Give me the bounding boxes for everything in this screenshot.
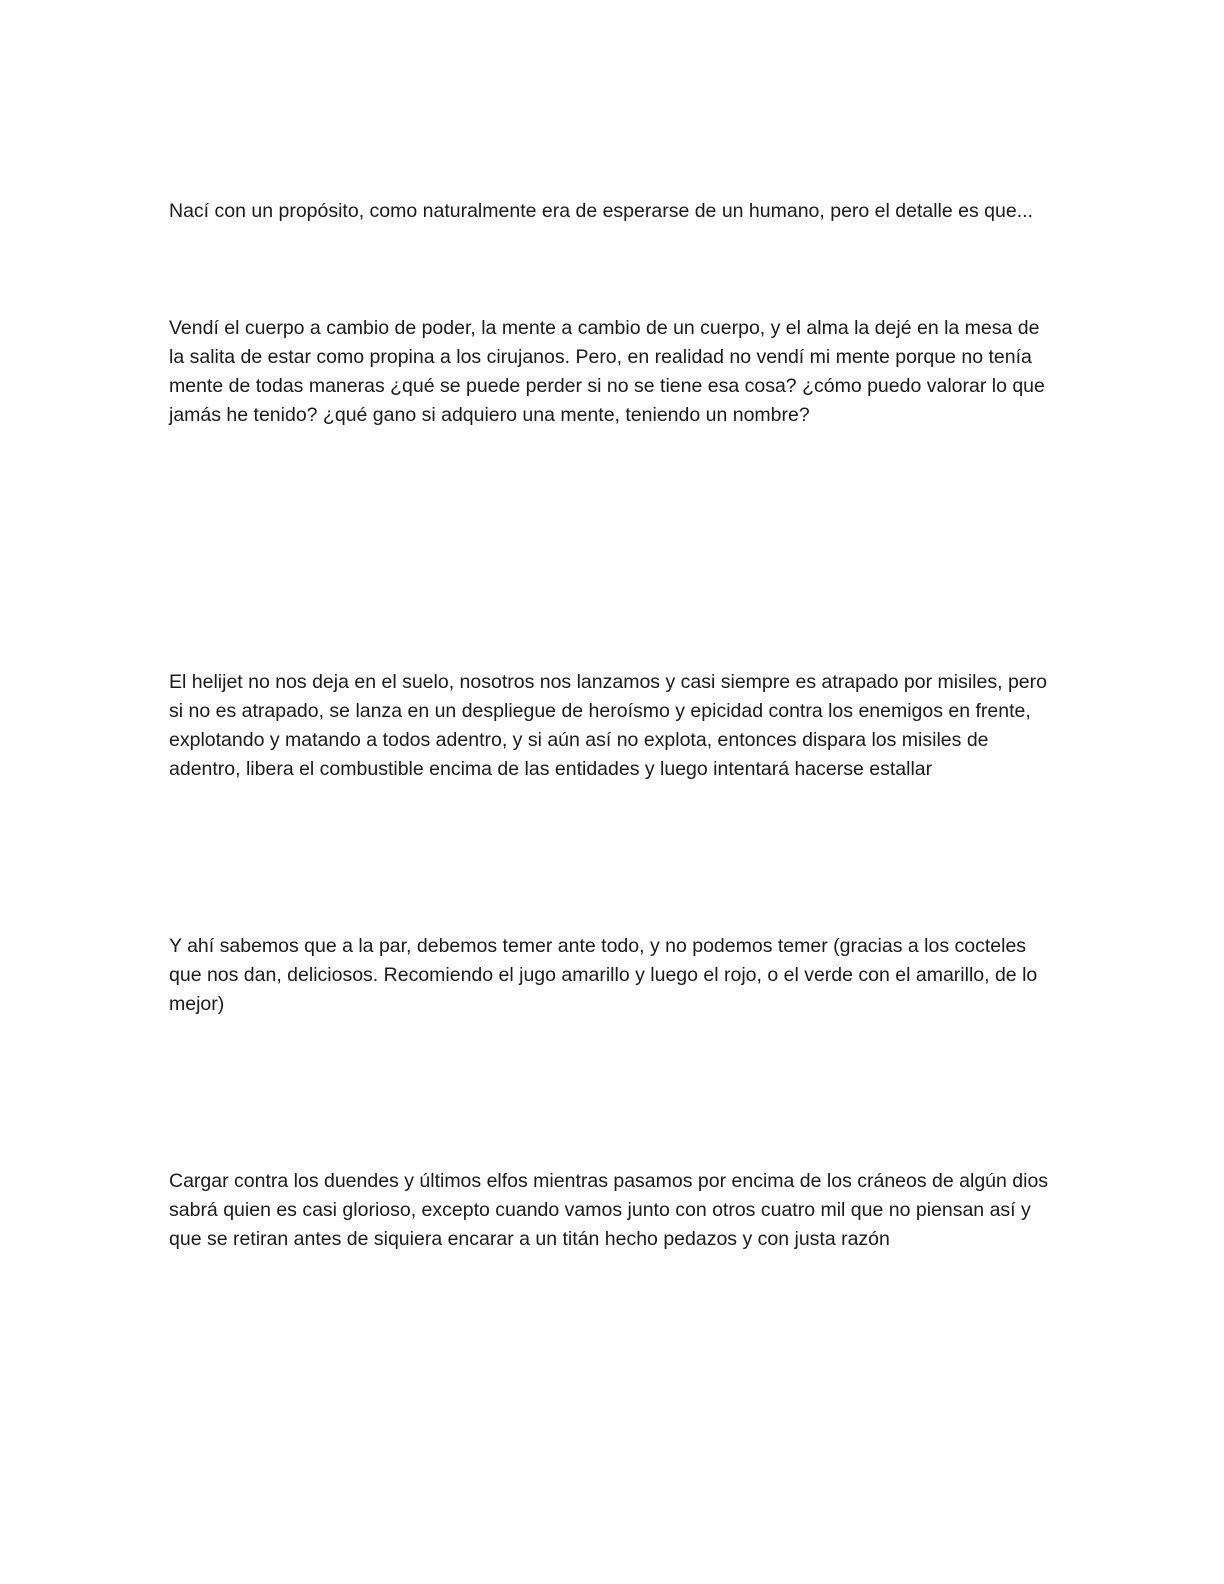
paragraph-5: Cargar contra los duendes y últimos elfos mientras pasamos por encima de los cráneos de algún dios sabrá quien es casi glorioso, excepto cuando vamos junto con otros cuatro mil que no piensan así y que se retiran antes de siquiera encarar a un titán hecho pedazos y con justa razón	[169, 1170, 1049, 1250]
paragraph-2: Vendí el cuerpo a cambio de poder, la mente a cambio de un cuerpo, y el alma la dejé en la mesa de la salita de estar como propina a los cirujanos. Pero, en realidad no vendí mi mente porque no tenía mente de todas maneras ¿qué se puede perder si no se tiene esa cosa? ¿cómo puedo valorar lo que jamás he tenido? ¿qué gano si adquiero una mente, teniendo un nombre?	[169, 317, 1045, 426]
paragraph-1: Nací con un propósito, como naturalmente era de esperarse de un humano, pero el detalle es que...	[169, 200, 1033, 222]
paragraph-4: Y ahí sabemos que a la par, debemos temer ante todo, y no podemos temer (gracias a los cocteles que nos dan, deliciosos. Recomiendo el jugo amarillo y luego el rojo, o el verde con el amarillo, de lo mejor)	[169, 935, 1038, 1015]
paragraph-3: El helijet no nos deja en el suelo, nosotros nos lanzamos y casi siempre es atrapado por misiles, pero si no es atrapado, se lanza en un despliegue de heroísmo y epicidad contra los enemigos en frente, explotando y matando a todos adentro, y si aún así no explota, entonces dispara los misiles de adentro, libera el combustible encima de las entidades y luego intentará hacerse estallar	[169, 671, 1047, 780]
